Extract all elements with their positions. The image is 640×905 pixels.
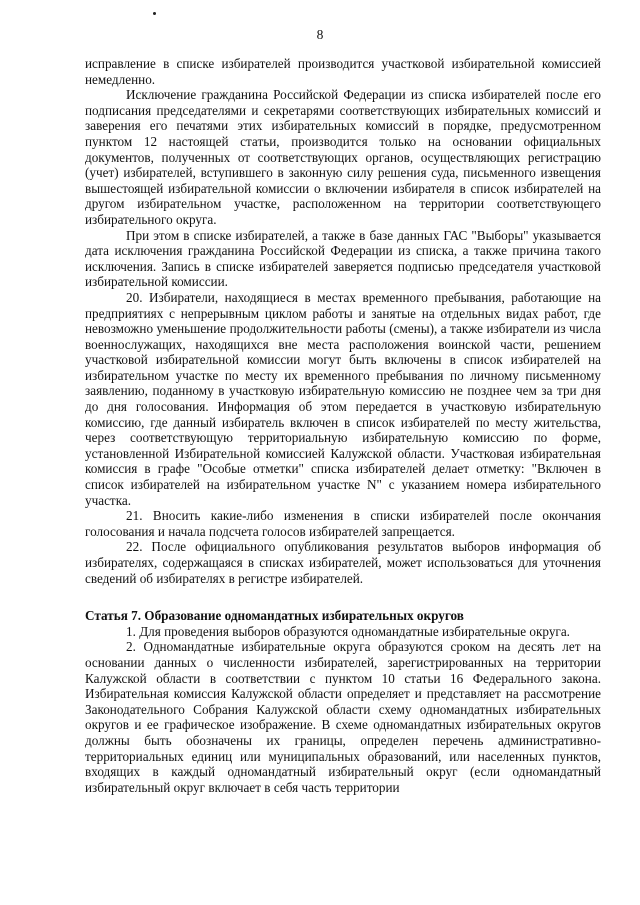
paragraph-exclusion: Исключение гражданина Российской Федерации из списка избирателей после его подписания председателями и секретарями соответствующих избирательных комиссий и заверения его печатями этих избирательных комиссий в порядке, предусмотренном пунктом 12 настоящей статьи, производится только на основании официальных документов, полученных от соответствующих органов, осуществляющих регистрацию (учет) избирателей, вступившего в законную силу решения суда, письменного извещения вышестоящей избирательной комиссии о включении избирателя в список избирателей на другом избирательном участке, расположенном на территории соответствующего избирательного округа. [85, 87, 601, 227]
page-number: 8 [316, 27, 324, 42]
paragraph-item-20: 20. Избиратели, находящиеся в местах временного пребывания, работающие на предприятиях с непрерывным циклом работы и занятые на отдельных видах работ, где невозможно уменьшение продолжительности работы (смены), а также избиратели из числа военнослужащих, находящихся вне места расположения воинской части, решением участковой избирательной комиссии могут быть включены в список избирателей на избирательном участке по месту их временного пребывания по личному письменному заявлению, поданному в участковую избирательную комиссию не позднее чем за три дня до дня голосования. Информация об этом передается в участковую избирательную комиссию, где данный избиратель включен в список избирателей по месту жительства, через соответствующую территориальную избирательную комиссию по форме, установленной Избирательной комиссией Калужской области. Участковая избирательная комиссия в графе "Особые отметки" списка избирателей делает отметку: "Включен в список избирателей на избирательном участке N" с указанием номера избирательного участка. [85, 289, 601, 508]
article-paragraph-2: 2. Одномандатные избирательные округа образуются сроком на десять лет на основании данных о численности избирателей, зарегистрированных на территории Калужской области в соответствии с пунктом 10 статьи 16 Федерального закона. Избирательная комиссия Калужской области определяет и представляет на рассмотрение Законодательного Собрания Калужской области схему одномандатных избирательных округов и ее графическое изображение. В схеме одномандатных избирательных округов должны быть обозначены их границы, определен перечень административно-территориальных единиц или муниципальных образований, или населенных пунктов, входящих в каждый одномандатный избирательный округ (если одномандатный избирательный округ включает в себя часть территории [85, 639, 601, 795]
paragraph-item-21: 21. Вносить какие-либо изменения в списки избирателей после окончания голосования и начала подсчета голосов избирателей запрещается. [85, 508, 601, 539]
article-paragraph-1: 1. Для проведения выборов образуются одномандатные избирательные округа. [126, 623, 570, 639]
paragraph-item-22: 22. После официального опубликования результатов выборов информация об избирателях, содержащаяся в списках избирателей, может использоваться для уточнения сведений об избирателях в регистре избирателей. [85, 539, 601, 586]
document-body [85, 56, 601, 795]
paragraph-gas-vybory: При этом в списке избирателей, а также в базе данных ГАС "Выборы" указывается дата исключения гражданина Российской Федерации из списка, а также причина такого исключения. Запись в списке избирателей заверяется подписью председателя участковой избирательной комиссии. [85, 227, 601, 290]
article-heading: Статья 7. Образование одномандатных избирательных округов [85, 608, 464, 624]
scan-speck [153, 12, 156, 15]
paragraph-continuation: исправление в списке избирателей производится участковой избирательной комиссией немедленно. [85, 56, 601, 87]
